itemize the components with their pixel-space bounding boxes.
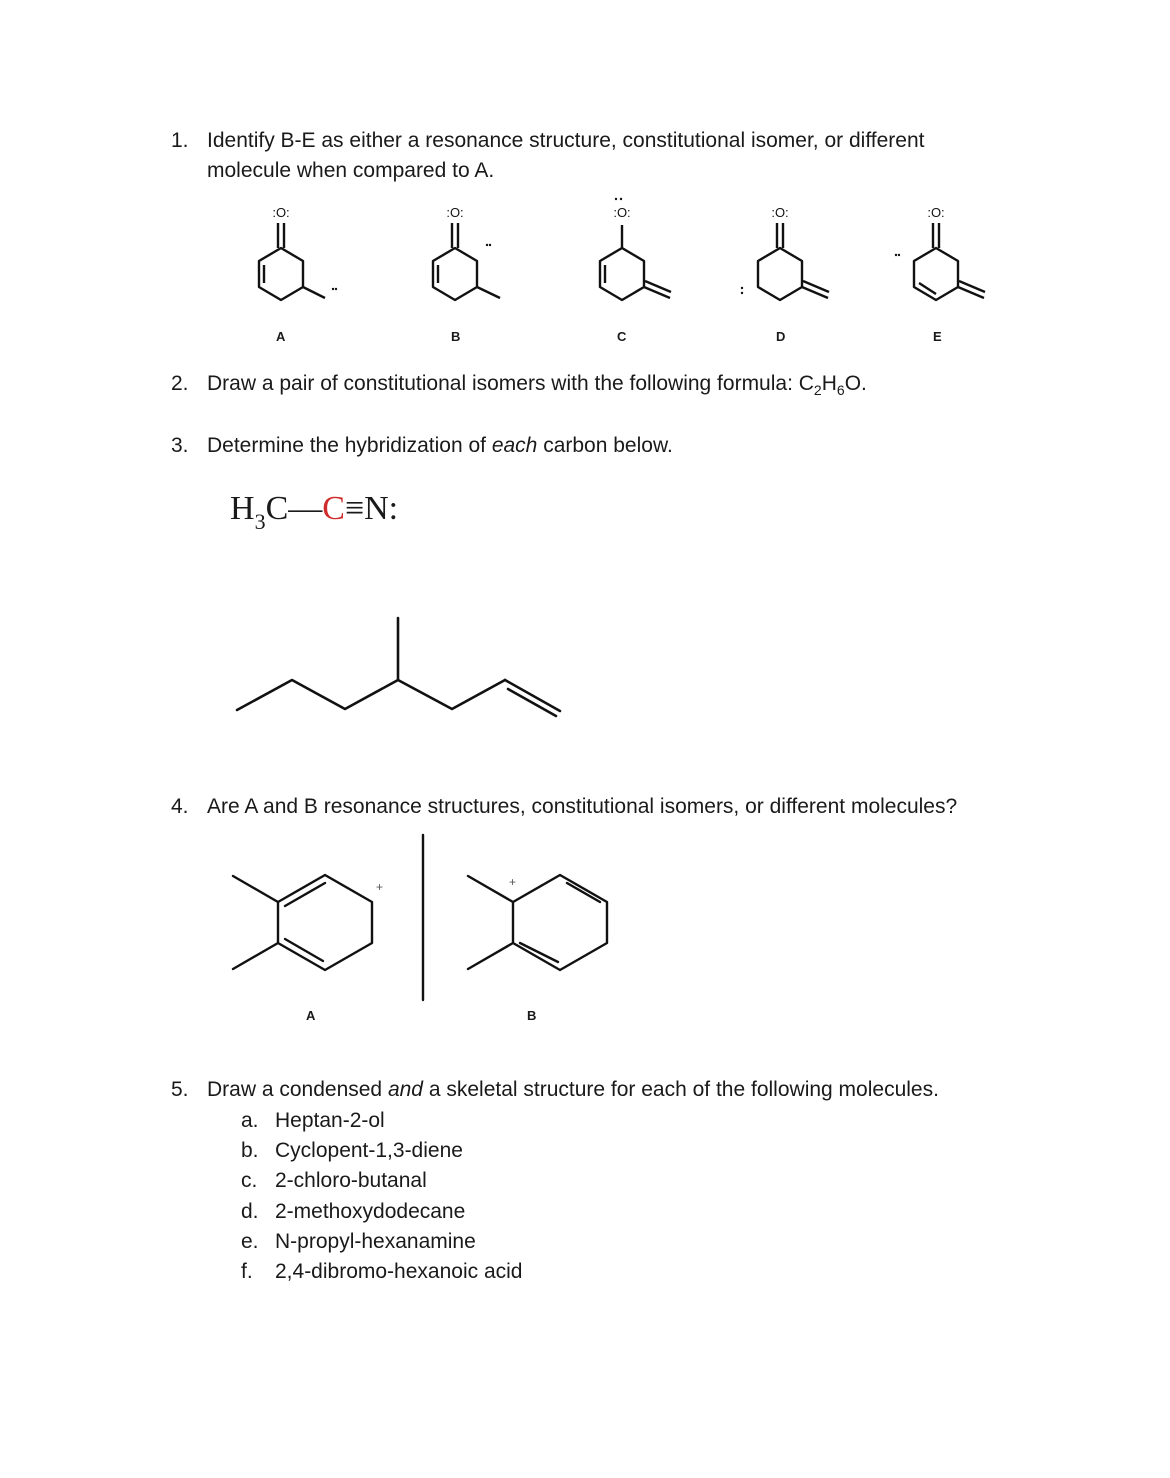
formula-tail: O.: [844, 372, 867, 395]
molecule-e: [914, 223, 985, 300]
list-item-letter: c.: [241, 1169, 258, 1192]
list-item-name: 2,4-dibromo-hexanoic acid: [275, 1260, 523, 1283]
question-5-text-post: a skeletal structure for each of the following molecules.: [423, 1078, 939, 1101]
nitrile-sub3: 3: [254, 509, 266, 534]
molecule-label-c: C: [617, 329, 627, 344]
structure-b: [468, 875, 607, 970]
nitrile-triple-bond: ≡: [344, 490, 365, 527]
molecule-d: [758, 223, 829, 300]
list-item-name: N-propyl-hexanamine: [275, 1230, 476, 1253]
molecule-label-b: B: [451, 329, 461, 344]
list-item-letter: b.: [241, 1139, 259, 1162]
molecule-b: [433, 223, 500, 300]
formula-sub-c: 2: [813, 382, 822, 399]
question-2-number: 2.: [171, 372, 189, 395]
oxygen-label-e: :O:: [927, 205, 945, 220]
list-item-name: Heptan-2-ol: [275, 1109, 385, 1132]
molecule-label-d: D: [776, 329, 786, 344]
structure-label-b: B: [527, 1008, 537, 1023]
list-item-name: 2-methoxydodecane: [275, 1200, 466, 1223]
list-item-name: 2-chloro-butanal: [275, 1169, 427, 1192]
list-item-letter: d.: [241, 1200, 259, 1223]
charge-a: +: [376, 880, 384, 894]
question-3-number: 3.: [171, 434, 189, 457]
oxygen-label-c: :O:: [613, 205, 631, 220]
question-3-text-pre: Determine the hybridization of: [207, 434, 492, 457]
nitrile-c2: C: [322, 490, 345, 527]
oxygen-label-d: :O:: [771, 205, 789, 220]
question-2-text: [207, 369, 867, 405]
list-item: [241, 1227, 476, 1257]
question-4-text: Are A and B resonance structures, constitutional isomers, or different molecules?: [207, 795, 958, 818]
question-3-text-em: each: [491, 434, 538, 457]
list-item: [241, 1136, 463, 1166]
question-5-text: [207, 1075, 939, 1105]
charge-b: +: [509, 875, 517, 889]
question-1-number: 1.: [171, 129, 189, 152]
list-item-name: Cyclopent-1,3-diene: [275, 1139, 463, 1162]
formula-sub-h: 6: [836, 382, 845, 399]
question-2-text-main: Draw a pair of constitutional isomers with the following formula: C: [207, 372, 814, 395]
question-4-number: 4.: [171, 795, 189, 818]
list-item: [241, 1166, 427, 1196]
list-item: [241, 1257, 522, 1287]
oxygen-label-a: :O:: [272, 205, 290, 220]
molecule-label-e: E: [933, 329, 942, 344]
list-item-letter: f.: [241, 1260, 253, 1283]
list-item-letter: a.: [241, 1109, 259, 1132]
q4-structures: [0, 830, 1170, 1010]
formula-h: H: [821, 372, 837, 395]
q1-molecules: [0, 195, 1170, 355]
question-3-text-post: carbon below.: [537, 434, 673, 457]
structure-label-a: A: [306, 1008, 316, 1023]
q3-skeletal-structure: [0, 610, 1170, 730]
question-1-text-line2: molecule when compared to A.: [207, 159, 495, 182]
nitrile-h: H: [230, 490, 255, 527]
nitrile-c1: C: [265, 490, 289, 527]
molecule-c: [600, 225, 671, 300]
list-item: [241, 1197, 465, 1227]
list-item: [241, 1106, 385, 1136]
question-5-number: 5.: [171, 1078, 189, 1101]
nitrile-n: N:: [364, 490, 399, 527]
oxygen-label-b: :O:: [446, 205, 464, 220]
nitrile-single-bond: —: [288, 490, 323, 527]
molecule-a: [259, 223, 325, 300]
molecule-label-a: A: [276, 329, 286, 344]
question-5-text-em: and: [387, 1078, 423, 1101]
acetonitrile-structure: [230, 490, 399, 534]
list-item-letter: e.: [241, 1230, 259, 1253]
structure-a: [233, 875, 372, 970]
question-1-text-line1: Identify B-E as either a resonance structure, constitutional isomer, or different: [207, 129, 925, 152]
question-5-text-pre: Draw a condensed: [207, 1078, 388, 1101]
question-3-text: [207, 431, 673, 461]
